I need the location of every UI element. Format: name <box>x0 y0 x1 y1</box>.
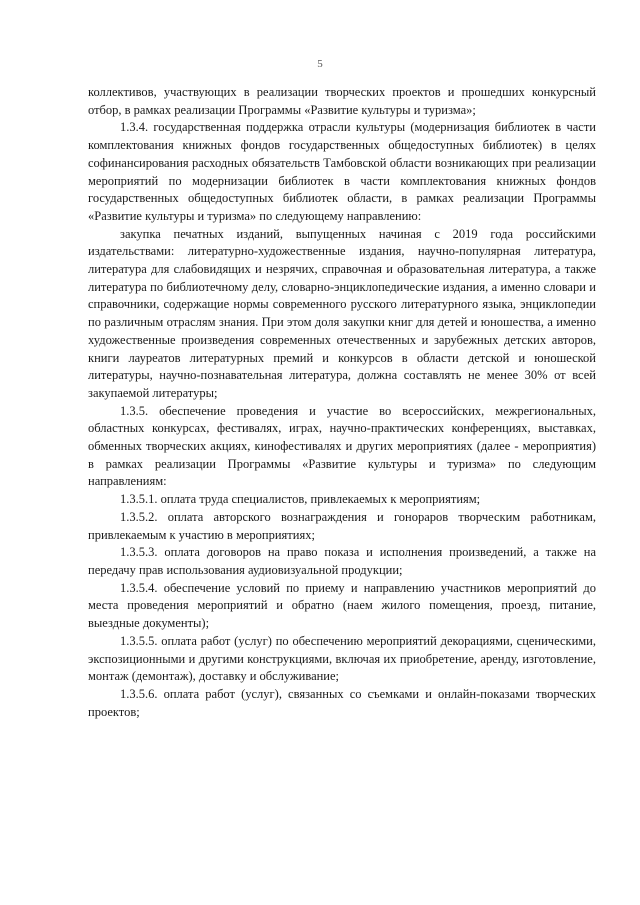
paragraph-1-3-5-3: 1.3.5.3. оплата договоров на право показа и исполнения произведений, а также на передачу прав использования аудиовизуальной продукции; <box>88 545 596 577</box>
paragraph-1-3-5-6: 1.3.5.6. оплата работ (услуг), связанных со съемками и онлайн-показами творческих проектов; <box>88 686 596 719</box>
paragraph-1-3-5-2: 1.3.5.2. оплата авторского вознаграждения и гонораров творческим работникам, привлекаемым к участию в мероприятиях; <box>88 509 596 542</box>
document-body <box>88 84 596 721</box>
paragraph-1-3-4: 1.3.4. государственная поддержка отрасли культуры (модернизация библиотек в части комплектования книжных фондов государственных общедоступных библиотек) в целях софинансирования расходных обязательств Тамбовской области возникающих при реализации мероприятий по модернизации библиотек в части комплектования книжных фондов государственных общедоступных библиотек области, в рамках реализации Программы «Развитие культуры и туризма» по следующему направлению: <box>88 120 596 223</box>
paragraph-continuation: коллективов, участвующих в реализации творческих проектов и прошедших конкурсный отбор, в рамках реализации Программы «Развитие культуры и туризма»; <box>88 85 596 117</box>
paragraph-1-3-5-4: 1.3.5.4. обеспечение условий по приему и направлению участников мероприятий до места проведения мероприятий и обратно (наем жилого помещения, проезд, питание, выездные документы); <box>88 580 596 631</box>
paragraph-book-purchase: закупка печатных изданий, выпущенных начиная с 2019 года российскими издательствами: литературно-художественные издания, научно-популярная литература, литература для слабовидящих и незрячих, справочная и образовательная литература, а также литература по библиотечному делу, словарно-энциклопедические издания, а именно словари и справочники, содержащие нормы современного русского литературного языка, энциклопедии по различным отраслям знания. При этом доля закупки книг для детей и юношества, а именно художественные произведения современных отечественных и зарубежных детских авторов, книги лауреатов литературных премий и конкурсов в области детской и юношеской литературы, научно-познавательная литература, должна составлять не менее 30% от всей закупаемой литературы; <box>88 226 596 400</box>
page-number: 5 <box>317 58 323 70</box>
paragraph-1-3-5-5: 1.3.5.5. оплата работ (услуг) по обеспечению мероприятий декорациями, сценическими, экспозиционными и другими конструкциями, включая их приобретение, аренду, изготовление, монтаж (демонтаж), доставку и обслуживание; <box>88 633 596 684</box>
paragraph-1-3-5: 1.3.5. обеспечение проведения и участие во всероссийских, межрегиональных, областных конкурсах, фестивалях, играх, научно-практических конференциях, выставках, обменных творческих акциях, кинофестивалях и других мероприятиях (далее - мероприятия) в рамках реализации Программы «Развитие культуры и туризма» по следующим направлениям: <box>88 403 596 489</box>
paragraph-1-3-5-1: 1.3.5.1. оплата труда специалистов, привлекаемых к мероприятиям; <box>120 492 481 507</box>
